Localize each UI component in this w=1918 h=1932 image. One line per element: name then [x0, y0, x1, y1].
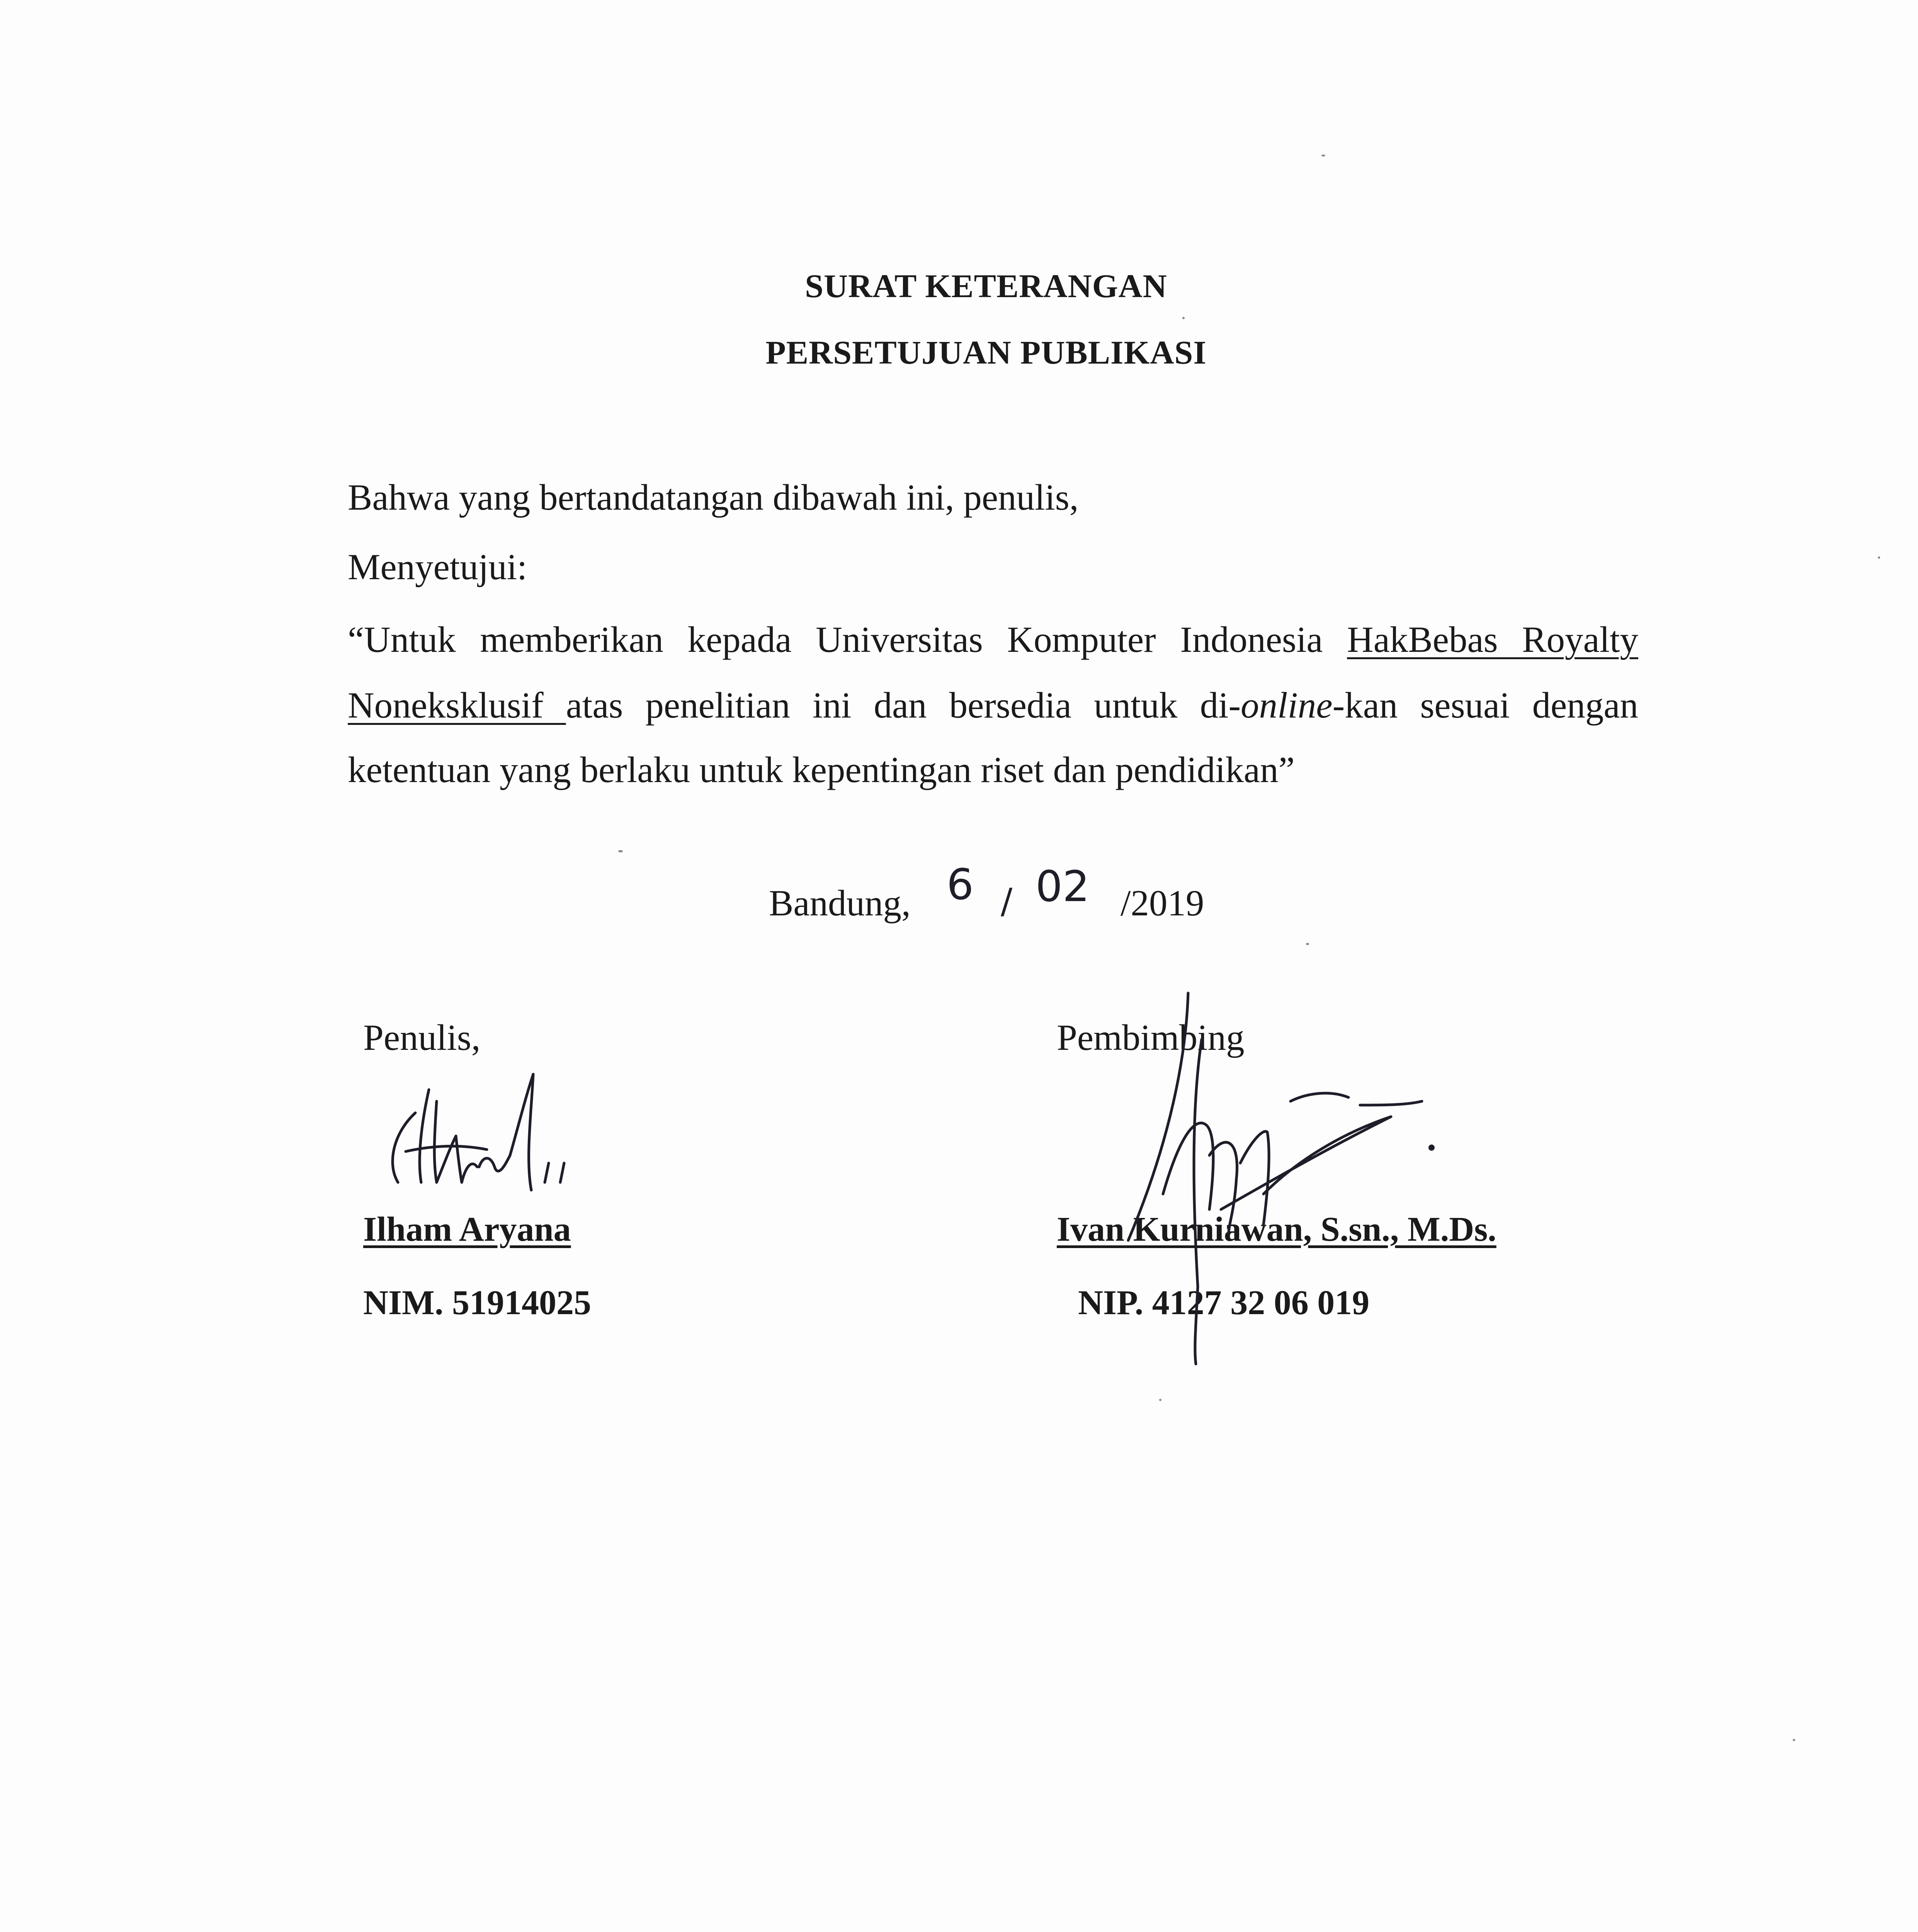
- author-label: Penulis,: [363, 1017, 481, 1058]
- date-separator: /: [1001, 881, 1013, 922]
- scan-speck: [618, 850, 623, 852]
- intro-text: Bahwa yang bertandatangan dibawah ini, penulis,: [348, 477, 1079, 518]
- scan-speck: [1793, 1739, 1795, 1741]
- date-day-handwritten: 6: [947, 860, 974, 909]
- author-name: Ilham Aryana: [363, 1210, 571, 1248]
- date-month-handwritten: 02: [1036, 862, 1090, 911]
- document-title: SURAT KETERANGAN: [805, 267, 1167, 304]
- scan-speck: [1306, 943, 1309, 945]
- author-id: NIM. 51914025: [363, 1284, 591, 1322]
- statement-underlined-text: HakBebas Royalty: [1347, 619, 1638, 660]
- scan-speck: [1182, 317, 1185, 319]
- advisor-name: Ivan Kurniawan, S.sn., M.Ds.: [1057, 1210, 1496, 1248]
- date-year: /2019: [1121, 883, 1204, 923]
- statement-text: -kan sesuai dengan: [1332, 685, 1638, 726]
- agreement-text: Menyetujui:: [348, 546, 527, 587]
- statement-text: “Untuk memberikan kepada Universitas Komputer Indonesia: [348, 619, 1347, 660]
- document-subtitle: PERSETUJUAN PUBLIKASI: [765, 334, 1207, 371]
- statement-text: atas penelitian ini dan bersedia untuk di-: [566, 685, 1241, 726]
- statement-line-1: [348, 618, 1638, 661]
- scan-speck: [1159, 1399, 1161, 1401]
- statement-italic-text: online: [1241, 685, 1333, 726]
- author-signature: [379, 1066, 595, 1206]
- advisor-label: Pembimbing: [1057, 1017, 1245, 1058]
- statement-underlined-text: Noneksklusif: [348, 685, 566, 726]
- advisor-id: NIP. 4127 32 06 019: [1078, 1284, 1370, 1322]
- date-place: Bandung,: [769, 883, 911, 923]
- scan-speck: [1878, 556, 1880, 559]
- advisor-signature: [1113, 978, 1461, 1387]
- scan-speck: [1321, 155, 1325, 156]
- statement-line-3: ketentuan yang berlaku untuk kepentingan riset dan pendidikan”: [348, 749, 1295, 790]
- statement-line-2: [348, 684, 1638, 726]
